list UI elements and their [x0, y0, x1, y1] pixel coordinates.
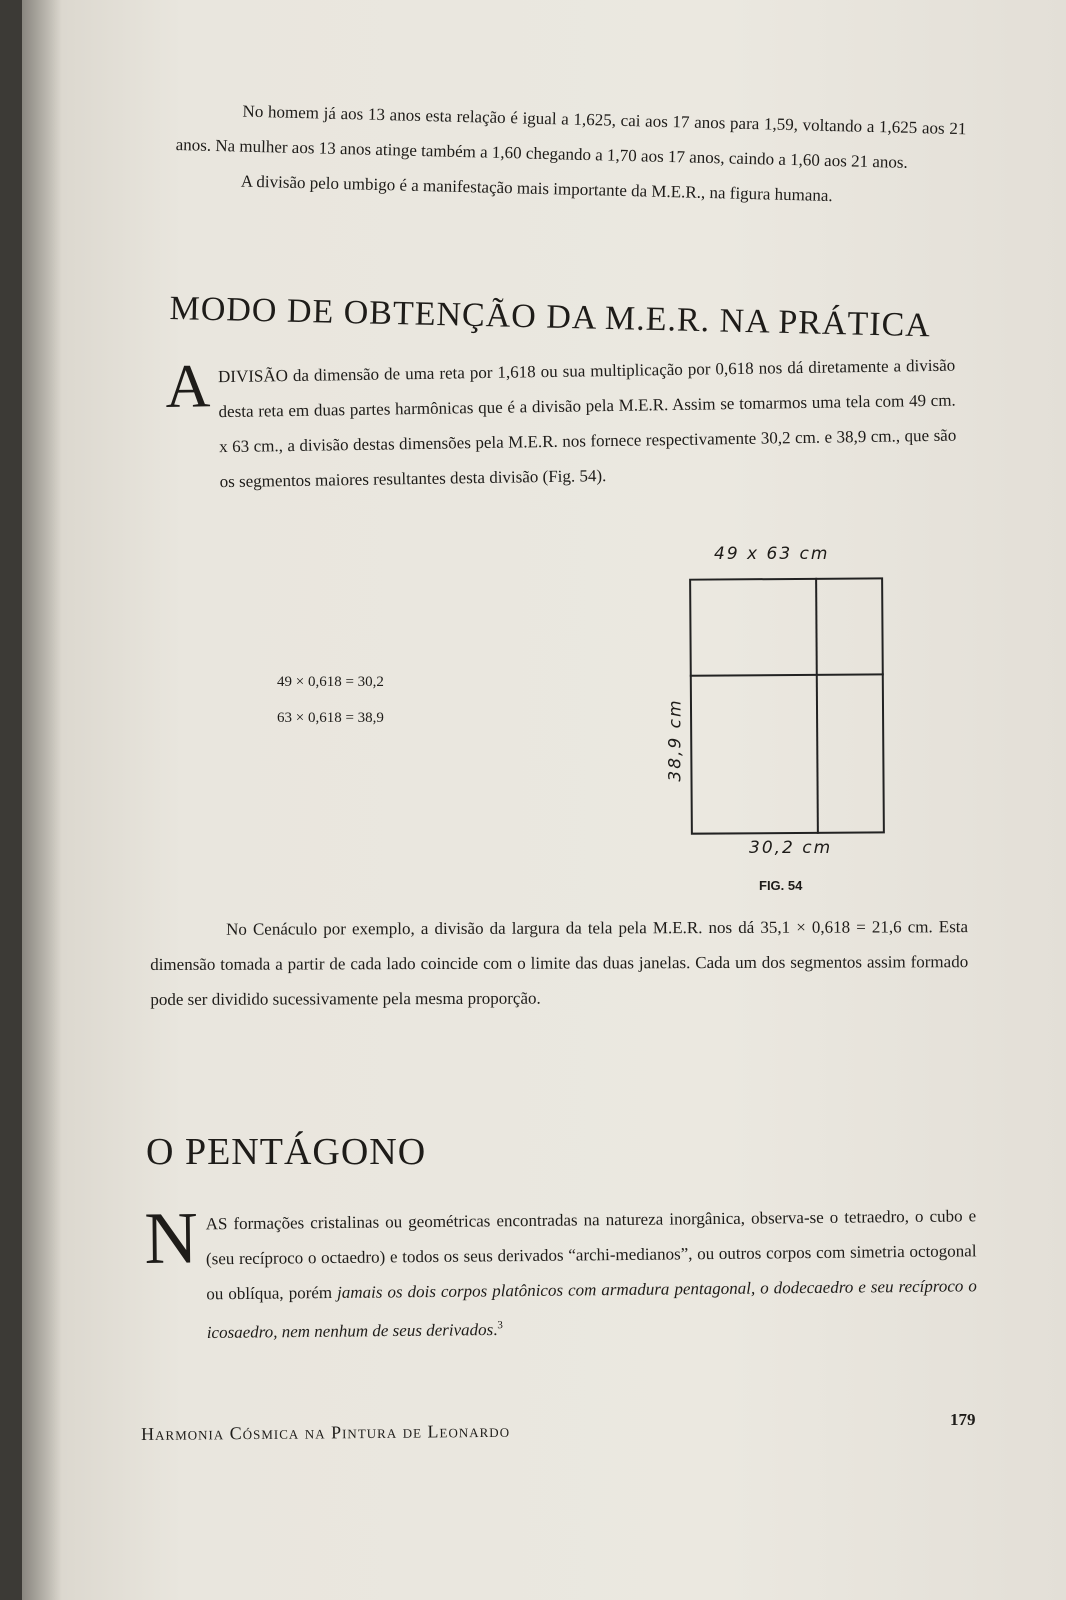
section2-lead-word: AS [205, 1214, 228, 1234]
running-footer-title: Harmonia Cósmica na Pintura de Leonardo [141, 1420, 511, 1444]
section1-text [218, 348, 957, 500]
section2-end-text: . [493, 1319, 498, 1340]
canvas-rectangle [689, 577, 885, 834]
section1-body-text: da dimensão de uma reta por 1,618 ou sua multiplicação por 0,618 nos dá diretamente a divisão desta reta em duas partes harmônicas que é a divisão pela M.E.R. Assim se tomarmos uma tela com 49 cm. x 63 cm., a divisão destas dimensões pela M.E.R. nos fornece respectivamente 30,2 cm. e 38,9 cm., que são os segmentos maiores resultantes desta divisão (Fig. 54). [218, 355, 957, 492]
dropcap-a: A [164, 352, 211, 421]
section-heading-mer: MODO DE OBTENÇÃO DA M.E.R. NA PRÁTICA [169, 290, 932, 345]
section2-paragraph [144, 1198, 977, 1350]
intro-paragraph-1: No homem já aos 13 anos esta relação é igual a 1,625, cai aos 17 anos para 1,59, voltando a 1,625 aos 21 anos. Na mulher aos 13 anos atinge também a 1,60 chegando a 1,70 aos 17 anos, caindo a 1,60 aos 21 anos. [175, 101, 967, 172]
section-heading-pentagono: O PENTÁGONO [146, 1131, 427, 1173]
section1-lead-word: DIVISÃO [217, 366, 289, 387]
dropcap-n: N [143, 1197, 199, 1280]
figure-side-label: 38,9 cm [665, 698, 686, 782]
intro-block [174, 92, 966, 216]
formula-2: 63 × 0,618 = 38,9 [277, 710, 384, 726]
section2-body-text: formações cristalinas ou geométricas encontradas na natureza inorgânica, observa-se o tetraedro, o cubo e (seu recíproco o octaedro) e todos os seus derivados “archi-medianos”, ou outros corpos com simetria octogonal ou oblíqua, porém [205, 1206, 977, 1304]
section2-italic-text: jamais os dois corpos platônicos com armadura pentagonal, o dodecaedro e seu recíproco o icosaedro, nem nenhum de seus derivados [206, 1276, 977, 1343]
book-page [22, 0, 1066, 1600]
figure-54-diagram [689, 577, 891, 836]
cenaculo-paragraph [150, 909, 968, 1017]
section2-text [205, 1198, 977, 1350]
figure-bottom-label: 30,2 cm [749, 838, 833, 858]
page-gutter-shadow [22, 0, 62, 1600]
figure-top-label: 49 x 63 cm [714, 544, 830, 564]
section1-paragraph [165, 348, 957, 500]
cenaculo-text: No Cenáculo por exemplo, a divisão da largura da tela pela M.E.R. nos dá 35,1 × 0,618 = 21,6 cm. Esta dimensão tomada a partir de cada lado coincide com o limite das duas janelas. Cada um dos segmentos assim formado pode ser dividido sucessivamente pela mesma proporção. [150, 917, 969, 1009]
intro-paragraph-2: A divisão pelo umbigo é a manifestação mais importante da M.E.R., na figura humana. [240, 171, 833, 206]
formula-1: 49 × 0,618 = 30,2 [277, 674, 384, 690]
figure-caption: FIG. 54 [759, 878, 803, 893]
page-number: 179 [950, 1410, 976, 1429]
footnote-reference: 3 [497, 1319, 503, 1332]
